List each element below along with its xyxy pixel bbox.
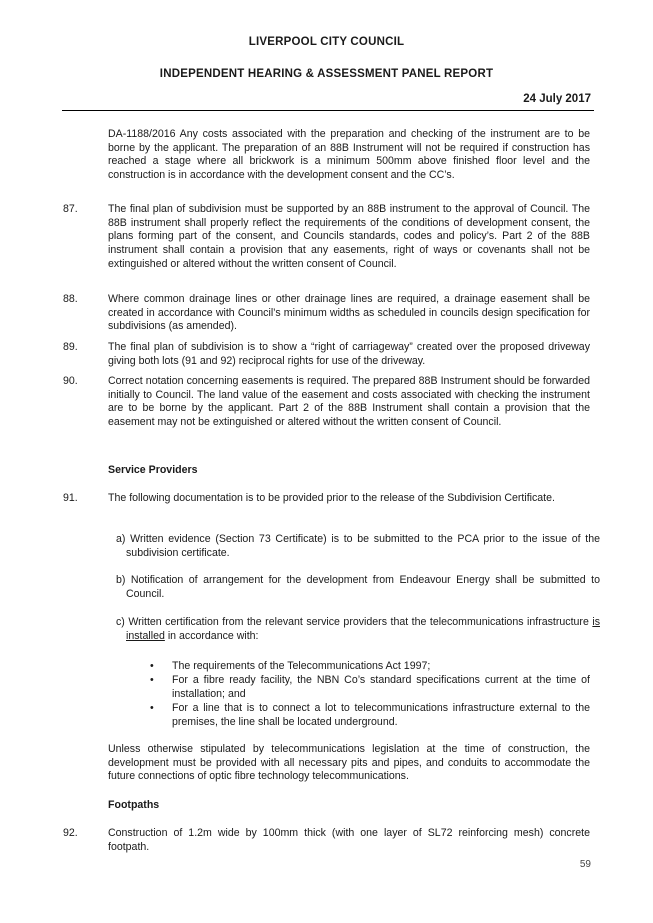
page-number: 59 bbox=[579, 859, 591, 870]
bullet-icon: • bbox=[150, 660, 154, 672]
condition-text: Where common drainage lines or other drainage lines are required, a drainage easement shall be created in accordance with Council’s minimum widths as scheduled in councils design specification for subdivisions (as amended). bbox=[108, 293, 590, 333]
condition-number: 91. bbox=[63, 492, 78, 504]
condition-text: The following documentation is to be provided prior to the release of the Subdivision Certificate. bbox=[108, 492, 555, 504]
intro-paragraph: DA-1188/2016 Any costs associated with the preparation and checking of the instrument are to be borne by the applicant. The preparation of an 88B Instrument will not be required if construction has reached a stage where all brickwork is a minimum 500mm above finished floor level and the construction is in accordance with the development consent and the CC’s. bbox=[108, 128, 590, 182]
condition-text: Construction of 1.2m wide by 100mm thick (with one layer of SL72 reinforcing mesh) concrete footpath. bbox=[108, 827, 590, 853]
sub-item-c bbox=[116, 616, 600, 643]
report-title: INDEPENDENT HEARING & ASSESSMENT PANEL REPORT bbox=[159, 68, 494, 80]
service-providers-closing: Unless otherwise stipulated by telecommunications legislation at the time of construction, the development must be provided with all necessary pits and pipes, and conduits to accommodate the future connections of optic fibre technology telecommunications. bbox=[108, 743, 590, 783]
sub-item-c-underlined: is installed bbox=[126, 616, 600, 642]
sub-item-c-text-end: in accordance with: bbox=[164, 629, 259, 642]
condition-text: The final plan of subdivision is to show a “right of carriageway” created over the proposed driveway giving both lots (91 and 92) reciprocal rights for use of the driveway. bbox=[108, 341, 590, 367]
bullet-icon: • bbox=[150, 702, 154, 714]
bullet-item: For a fibre ready facility, the NBN Co’s standard specifications current at the time of installation; and bbox=[172, 674, 590, 700]
sub-item-c-text: c) Written certification from the relevant service providers that the telecommunications infrastructure bbox=[116, 616, 593, 628]
condition-number: 89. bbox=[63, 341, 78, 353]
council-name: LIVERPOOL CITY COUNCIL bbox=[248, 36, 405, 48]
bullet-item: For a line that is to connect a lot to telecommunications infrastructure external to the premises, the line shall be located underground. bbox=[172, 702, 590, 728]
header-divider bbox=[62, 110, 594, 111]
section-heading-service-providers: Service Providers bbox=[108, 464, 198, 476]
section-heading-footpaths: Footpaths bbox=[108, 799, 160, 811]
sub-item-a: a) Written evidence (Section 73 Certificate) is to be submitted to the PCA prior to the issue of the subdivision certificate. bbox=[116, 533, 600, 559]
condition-number: 92. bbox=[63, 827, 78, 839]
report-date: 24 July 2017 bbox=[523, 93, 591, 105]
bullet-icon: • bbox=[150, 674, 154, 686]
condition-number: 87. bbox=[63, 203, 78, 215]
condition-number: 88. bbox=[63, 293, 78, 305]
condition-text: Correct notation concerning easements is required. The prepared 88B Instrument should be forwarded initially to Council. The land value of the easement and costs associated with checking the instrument are to be borne by the applicant. Part 2 of the 88B Instrument shall contain a provision that the easement may not be extinguished or altered without the written consent of Council. bbox=[108, 375, 590, 429]
bullet-item: The requirements of the Telecommunications Act 1997; bbox=[172, 660, 431, 672]
sub-item-b: b) Notification of arrangement for the development from Endeavour Energy shall be submitted to Council. bbox=[116, 574, 600, 600]
condition-number: 90. bbox=[63, 375, 78, 387]
condition-text: The final plan of subdivision must be supported by an 88B instrument to the approval of Council. The 88B instrument shall properly reflect the requirements of the conditions of development consent, the plans forming part of the consent, and Councils standards, codes and policy’s. Part 2 of the 88B instrument shall contain a provision that any easements, right of ways or covenants shall not be extinguished or altered without the written consent of Council. bbox=[108, 203, 590, 270]
